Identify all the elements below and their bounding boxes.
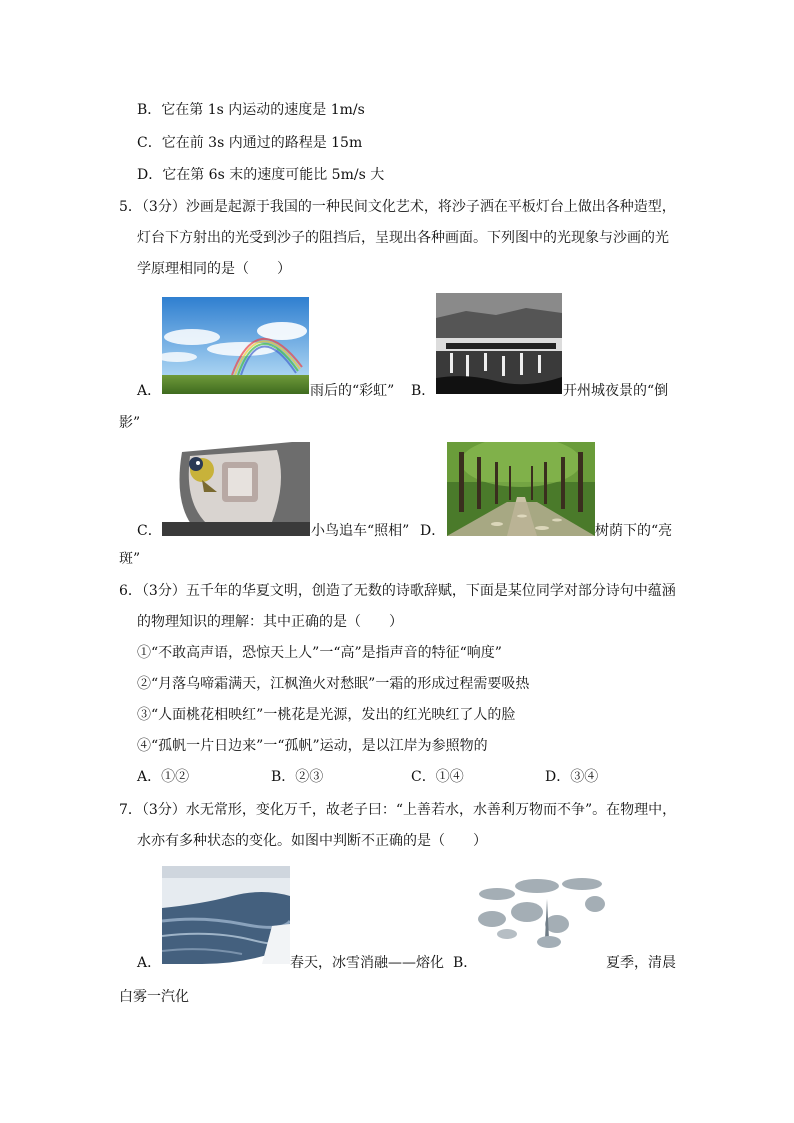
- morning-fog-image: [477, 864, 605, 964]
- q6-option-c: C．①④: [411, 769, 464, 785]
- q7-option-a-letter: A．: [137, 955, 162, 971]
- q5-option-a-letter: A．: [137, 383, 162, 399]
- q6-item-2: ②“月落乌啼霜满天，江枫渔火对愁眠”一霜的形成过程需要吸热: [137, 676, 530, 692]
- q5-stem-line2: 灯台下方射出的光受到沙子的阻挡后，呈现出各种画面。下列图中的光现象与沙画的光: [137, 230, 669, 246]
- q6-item-4: ④“孤帆一片日边来”一“孤帆”运动，是以江岸为参照物的: [137, 738, 488, 754]
- rainbow-image: [162, 297, 309, 394]
- q6-item-1: ①“不敢高声语，恐惊天上人”一“高”是指声音的特征“响度”: [137, 645, 502, 661]
- tree-shade-image: [447, 442, 595, 536]
- q6-option-b: B．②③: [271, 769, 324, 785]
- q6-option-d: D．③④: [545, 769, 599, 785]
- q5-option-b-caption-cont: 影”: [119, 415, 141, 431]
- q7-option-b-caption-cont: 白雾一汽化: [119, 989, 189, 1005]
- q5-option-a-caption: 雨后的“彩虹”: [310, 383, 395, 399]
- q5-option-b-letter: B．: [411, 383, 436, 399]
- q5-option-b-caption: 开州城夜景的“倒: [563, 383, 669, 399]
- q5-option-c-caption: 小鸟追车“照相”: [311, 523, 410, 539]
- q7-option-b-caption: 夏季，清晨: [606, 955, 676, 971]
- city-reflection-image: [436, 293, 562, 394]
- q6-option-a: A．①②: [137, 769, 190, 785]
- q5-option-d-letter: D．: [420, 523, 446, 539]
- q5-option-d-caption-cont: 斑”: [119, 551, 141, 567]
- melting-ice-image: [162, 866, 290, 964]
- q5-option-c-letter: C．: [137, 523, 162, 539]
- bird-mirror-image: [162, 442, 310, 536]
- q4-option-b: B．它在第 1s 内运动的速度是 1m/s: [137, 102, 365, 118]
- q4-option-d: D．它在第 6s 末的速度可能比 5m/s 大: [137, 167, 385, 183]
- q5-option-d-caption: 树荫下的“亮: [595, 523, 673, 539]
- q7-option-a-caption: 春天，冰雪消融——熔化: [290, 955, 444, 971]
- q6-stem-line2: 的物理知识的理解：其中正确的是（ ）: [137, 614, 403, 630]
- q5-stem-line1: 5．（3分）沙画是起源于我国的一种民间文化艺术，将沙子洒在平板灯台上做出各种造型，: [119, 199, 676, 215]
- q6-stem-line1: 6．（3分）五千年的华夏文明，创造了无数的诗歌辞赋，下面是某位同学对部分诗句中蕴涵: [119, 583, 676, 599]
- q5-stem-line3: 学原理相同的是（ ）: [137, 261, 291, 277]
- q7-stem-line2: 水亦有多种状态的变化。如图中判断不正确的是（ ）: [137, 833, 487, 849]
- q7-stem-line1: 7．（3分）水无常形，变化万千，故老子曰：“上善若水，水善利万物而不争”。在物理中，: [119, 802, 677, 818]
- q7-option-b-letter: B．: [453, 955, 478, 971]
- q4-option-c: C．它在前 3s 内通过的路程是 15m: [137, 135, 363, 151]
- q6-item-3: ③“人面桃花相映红”一桃花是光源，发出的红光映红了人的脸: [137, 707, 516, 723]
